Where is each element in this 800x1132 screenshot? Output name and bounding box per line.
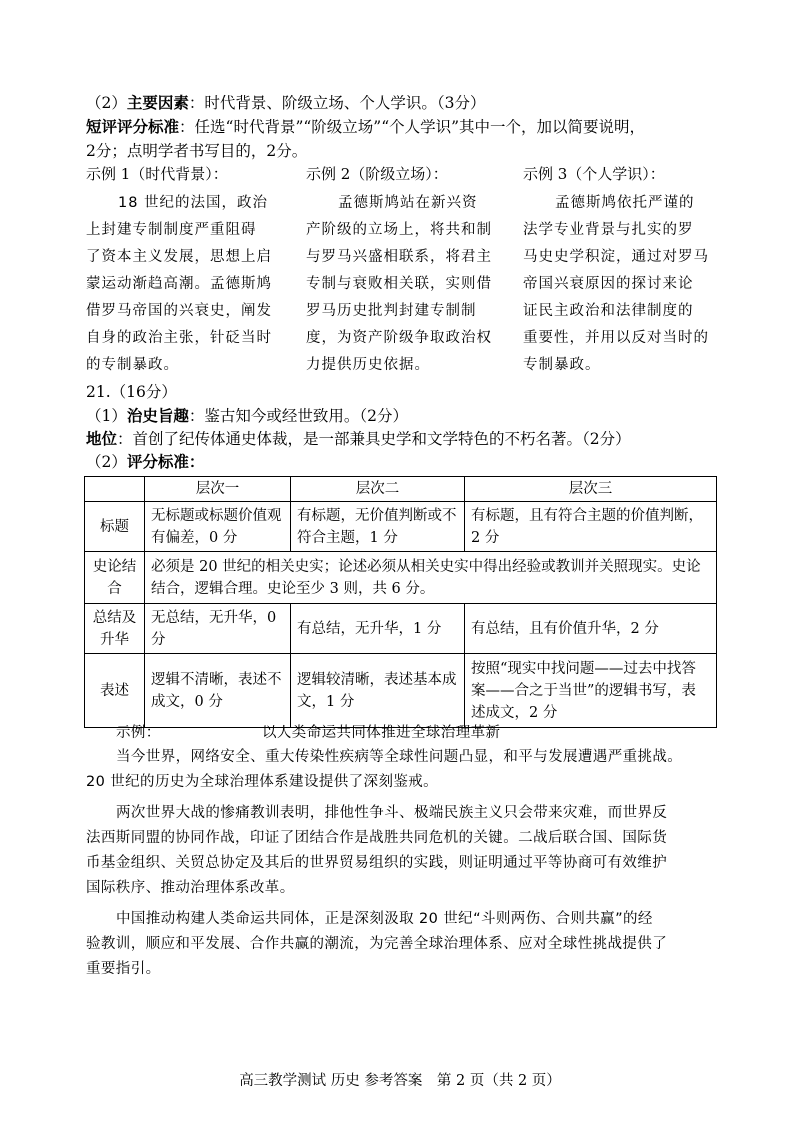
example-1-title: 示例 1（时代背景）： [86,165,228,183]
example-2: 示例 2（阶级立场）： 孟德斯鸠站在新兴资 产阶级的立场上，将共和制 与罗马兴盛相联系，将君主 专制与衰败相关联，实则借 罗马历史批判封建专制制 度，为资产阶级争取政治权 力提供历史依据。 [306,165,492,373]
table-row: 总结及升华 无总结，无升华，0 分 有总结，无升华，1 分 有总结，且有价值升华，2 分 [85,604,717,654]
example-3: 示例 3（个人学识）： 孟德斯鸠依托严谨的 法学专业背景与扎实的罗 马史史学积淀，通过对罗马 帝国兴衰原因的探讨来论 证民主政治和法律制度的 重要性，并用以反对当时的 专制暴政。 [523,165,709,373]
answer-page: （2）主要因素：时代背景、阶级立场、个人学识。（3分） 短评评分标准：任选“时代背景”“阶级立场”“个人学识”其中一个，加以简要说明， 2分；点明学者书写目的，2分。 示例 1（时代背景）： 18 世纪的法国，政治 上封建专制制度严重阻碍 了资本主义发展，思想上启 蒙运动渐趋高潮。孟德斯鸠 借罗马帝国的兴衰史，阐发 自身的政治主张，针砭当时 的专制暴政。 示例 2（阶级立场）： 孟德斯鸠站在新兴资 产阶级的立场上，将共和制 与罗马兴盛相联系，将君主 专制与衰败相关联，实则借 罗马历史批判封建专制制 度，为资产阶级争取政治权 力提供历史依据。 示例 3（个人学识）： 孟德斯鸠依托严谨的 法学专业背景与扎实的罗 马史史学积淀，通过对罗马 帝国兴衰原因的探讨来论 证民主政治和法律制度的 重要性，并用以反对当时的 专制暴政。 21.（16分） （1）治史旨趣：鉴古知今或经世致用。（2分） 地位：首创了纪传体通史体裁，是一部兼具史学和文学特色的不朽名著。（2分） （2）评分标准： 层次一 层次二 层次三 标题 无标题或标题价值观有偏差，0 分 有标题，无价值判断或不符合主题，1 分 有标题，且有符合主题的价值判断，2 分 史论结合 必须是 20 世纪的相关史实；论述必须从相关史实中得出经验或教训并关照现实。史论结合，逻辑合理。史论至少 3 则，共 6 分。 总结及升华 无总结，无升华，0 分 有总结，无升华，1 分 有总结，且有价值升华，2 分 表述 逻辑不清晰，表述不成文，0 分 逻辑较清晰，表述基本成文，1 分 按照“现实中找问题——过去中找答案——合之于当世”的逻辑书写，表述成文，2 分 示例： 以人类命运共同体推进全球治理革新 当今世界，网络安全、重大传染性疾病等全球性问题凸显，和平与发展遭遇严重挑战。 20 世纪的历史为全球治理体系建设提供了深刻鉴戒。 两次世界大战的惨痛教训表明，排他性争斗、极端民族主义只会带来灾难，而世界反 法西斯同盟的协同作战，印证了团结合作是战胜共同危机的关键。二战后联合国、国际货 币基金组织、关贸总协定及其后的世界贸易组织的实践，则证明通过平等协商可有效维护 国际秩序、推动治理体系改革。 中国推动构建人类命运共同体，正是深刻汲取 20 世纪“斗则两伤、合则共赢”的经 验教训，顺应和平发展、合作共赢的潮流，为完善全球治理体系、应对全球性挑战提供了 重要指引。 高三教学测试 历史 参考答案 第 2 页（共 2 页） [0,0,800,1132]
q21-part1: （1）治史旨趣：鉴古知今或经世致用。（2分） [86,406,409,425]
essay-label: 示例： [116,725,161,741]
short-standard-key: 短评评分标准 [86,117,180,136]
q20-part2-line: （2）主要因素：时代背景、阶级立场、个人学识。（3分） [86,93,486,112]
short-standard-line2: 2分；点明学者书写目的，2分。 [86,142,308,160]
table-row: 史论结合 必须是 20 世纪的相关史实；论述必须从相关史实中得出经验或教训并关照现实。史论结合，逻辑合理。史论至少 3 则，共 6 分。 [85,552,717,604]
essay-title: 以人类命运共同体推进全球治理革新 [262,725,501,741]
short-standard-line1: 短评评分标准：任选“时代背景”“阶级立场”“个人学识”其中一个，加以简要说明， [86,117,646,136]
example-2-title: 示例 2（阶级立场）： [306,165,448,183]
table-row: 标题 无标题或标题价值观有偏差，0 分 有标题，无价值判断或不符合主题，1 分 有标题，且有符合主题的价值判断，2 分 [85,502,717,552]
example-3-title: 示例 3（个人学识）： [523,165,665,183]
table-row: 表述 逻辑不清晰，表述不成文，0 分 逻辑较清晰，表述基本成文，1 分 按照“现实中找问题——过去中找答案——合之于当世”的逻辑书写，表述成文，2 分 [85,654,717,728]
page-footer: 高三教学测试 历史 参考答案 第 2 页（共 2 页） [239,1073,561,1089]
q21-status: 地位：首创了纪传体通史体裁，是一部兼具史学和文学特色的不朽名著。（2分） [86,429,631,448]
example-1: 示例 1（时代背景）： 18 世纪的法国，政治 上封建专制制度严重阻碍 了资本主义发展，思想上启 蒙运动渐趋高潮。孟德斯鸠 借罗马帝国的兴衰史，阐发 自身的政治主张，针砭当时 的专制暴政。 [86,165,272,373]
table-header-row: 层次一 层次二 层次三 [85,477,717,502]
q20-part2-key: 主要因素 [126,93,189,112]
q21-part2: （2）评分标准： [86,452,205,471]
q21-heading: 21.（16分） [86,383,177,401]
rubric-table [84,476,717,728]
